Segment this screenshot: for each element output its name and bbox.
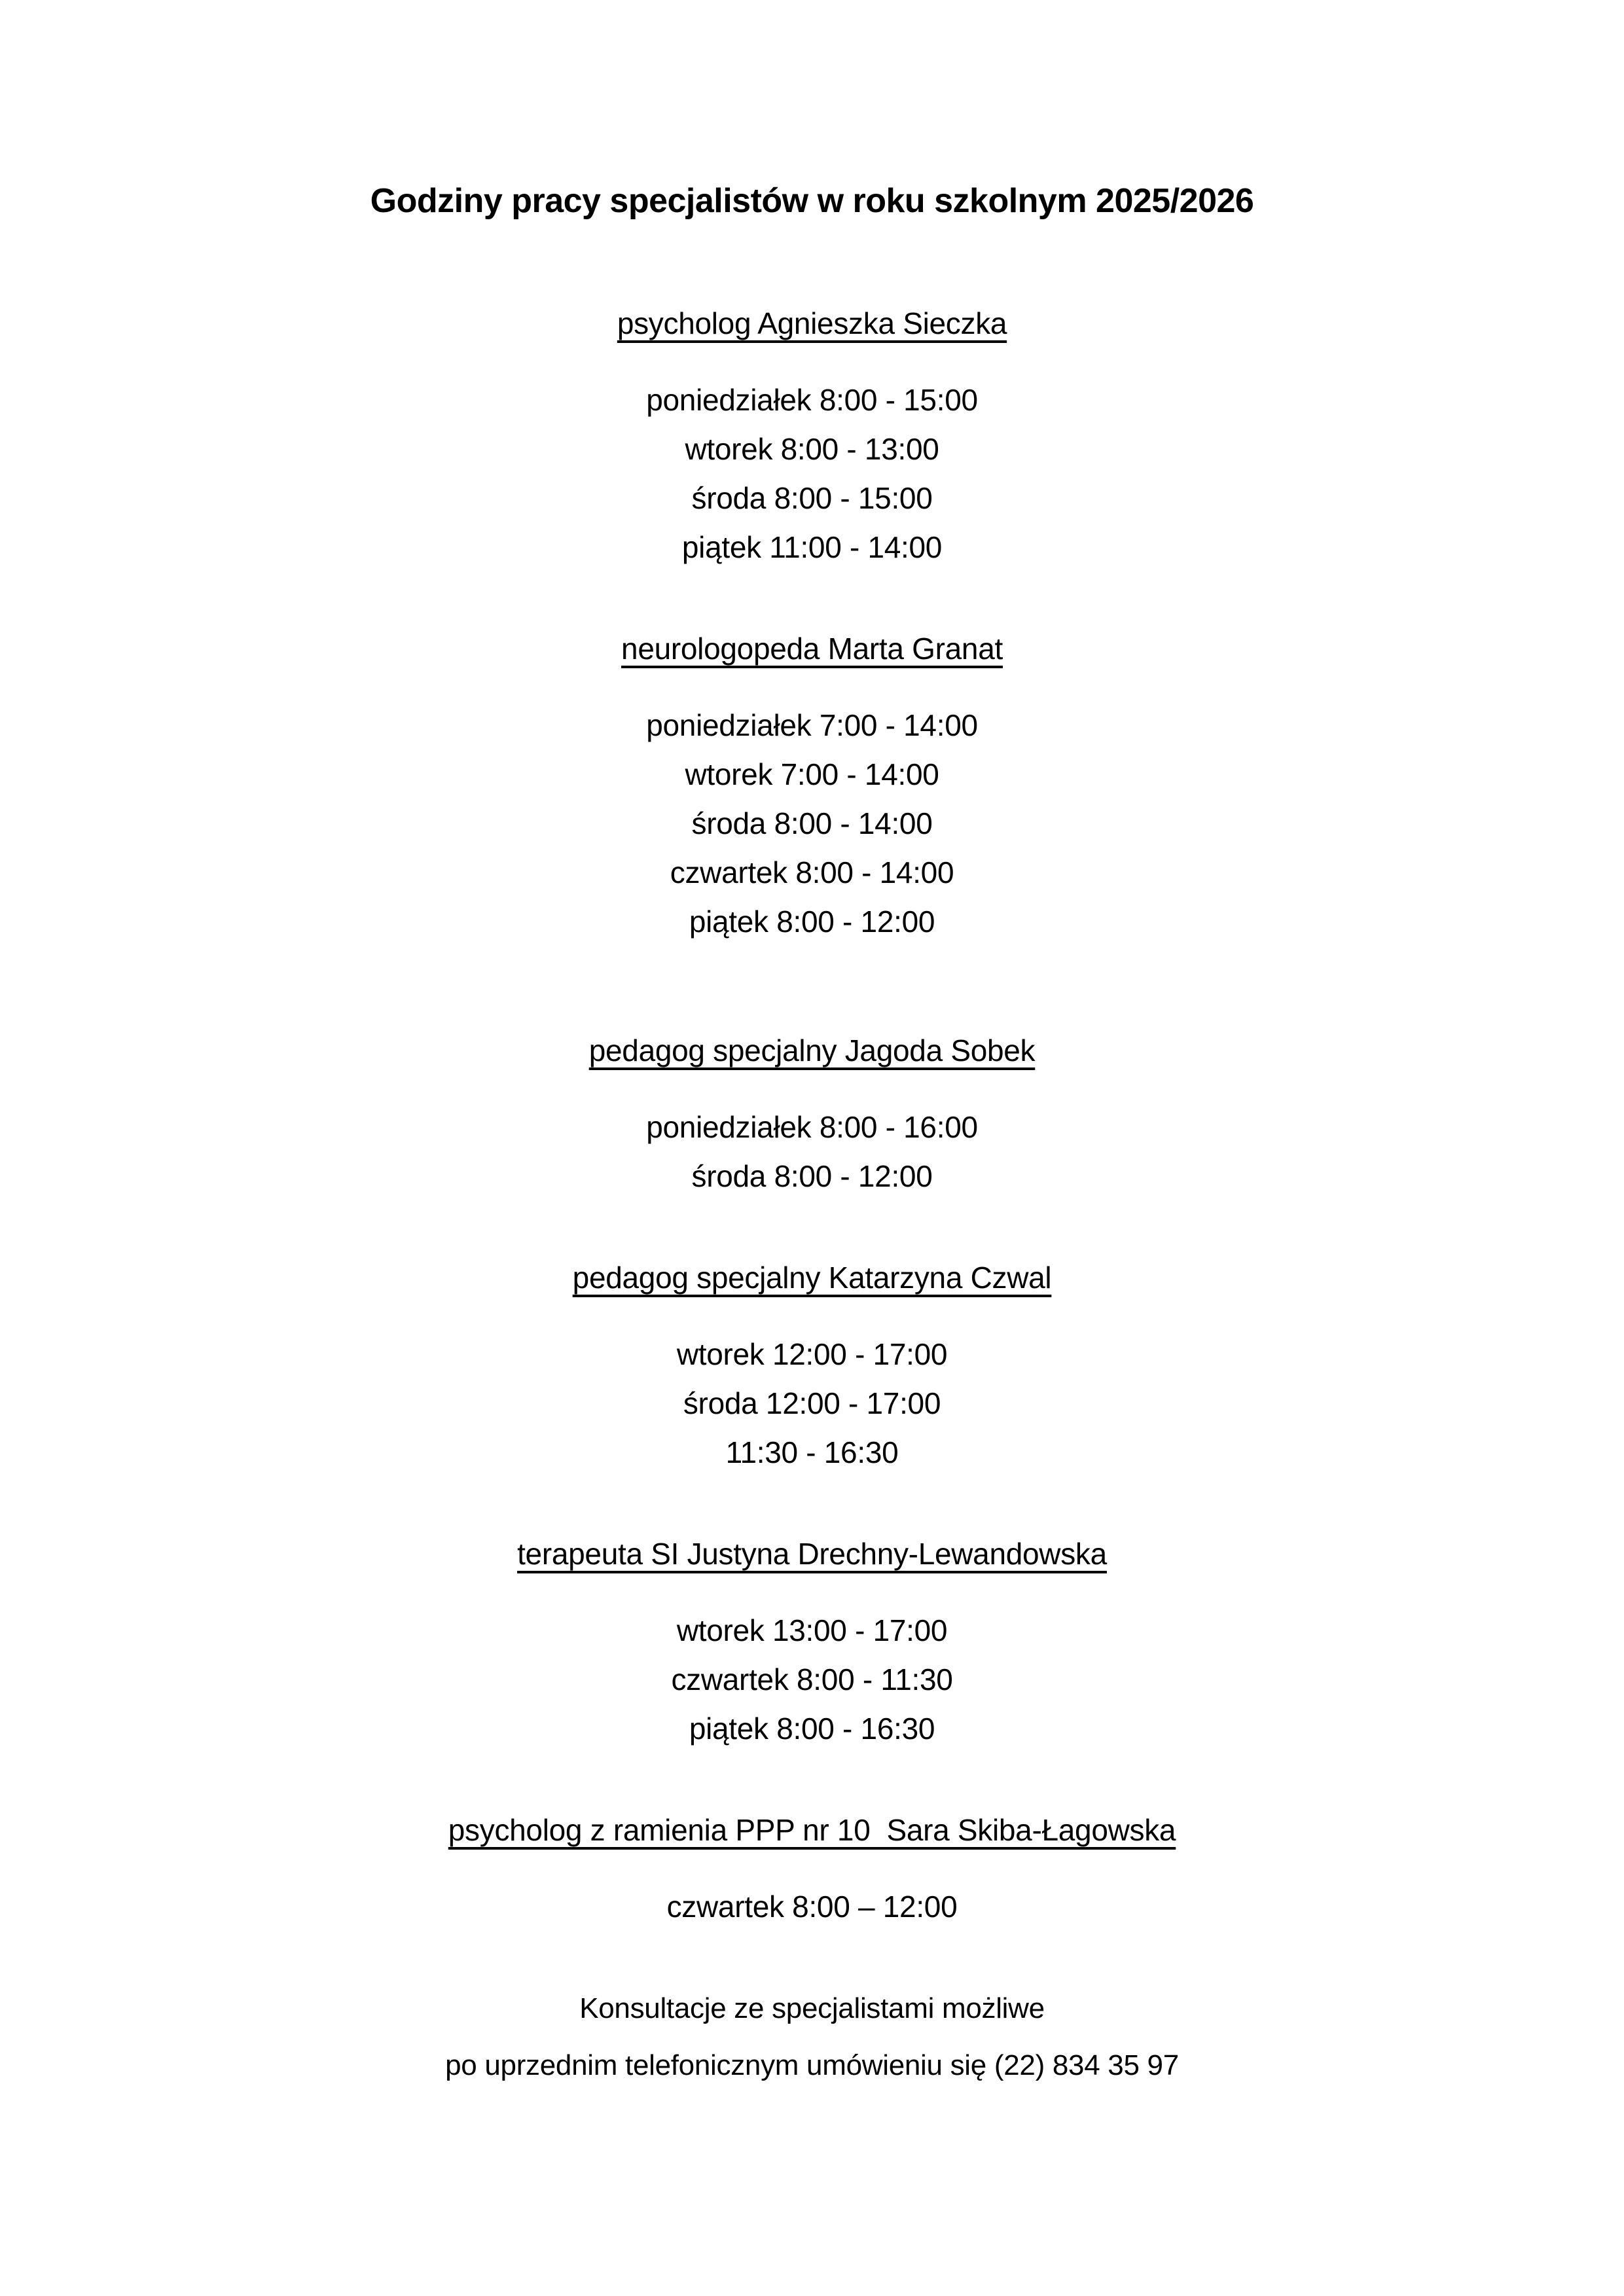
section-hours: [0, 1606, 1624, 1753]
consultation-note-line-1: Konsultacje ze specjalistami możliwe: [579, 1992, 1045, 2024]
hours-line: czwartek 8:00 - 14:00: [670, 855, 954, 889]
consultation-note-line-2: po uprzednim telefonicznym umówieniu się (22) 834 35 97: [445, 2049, 1179, 2081]
section-heading: terapeuta SI Justyna Drechny-Lewandowska: [517, 1537, 1107, 1571]
hours-line: wtorek 7:00 - 14:00: [685, 757, 939, 791]
hours-line: czwartek 8:00 – 12:00: [666, 1890, 958, 1924]
hours-line: środa 8:00 - 12:00: [691, 1159, 933, 1193]
section-heading: neurologopeda Marta Granat: [621, 632, 1003, 666]
section-neurologopeda-granat: [0, 624, 1624, 946]
section-terapeuta-drechny-lewandowska: [0, 1530, 1624, 1753]
hours-line: czwartek 8:00 - 11:30: [671, 1662, 953, 1696]
section-heading: pedagog specjalny Jagoda Sobek: [588, 1033, 1036, 1067]
section-hours: [0, 376, 1624, 572]
hours-line: poniedziałek 7:00 - 14:00: [646, 708, 978, 742]
hours-line: poniedziałek 8:00 - 15:00: [646, 383, 978, 417]
hours-line: wtorek 8:00 - 13:00: [685, 432, 939, 466]
hours-line: piątek 8:00 - 12:00: [689, 905, 935, 939]
hours-line: środa 8:00 - 14:00: [691, 806, 933, 840]
section-hours: [0, 701, 1624, 946]
consultation-note: [0, 1984, 1624, 2090]
hours-line: poniedziałek 8:00 - 16:00: [646, 1110, 978, 1144]
section-pedagog-sobek: [0, 1026, 1624, 1201]
hours-line: wtorek 12:00 - 17:00: [676, 1337, 948, 1371]
section-pedagog-czwal: [0, 1253, 1624, 1477]
section-psycholog-skiba-lagowska: [0, 1806, 1624, 1931]
page-title: Godziny pracy specjalistów w roku szkolnym 2025/2026: [370, 182, 1254, 220]
hours-line: 11:30 - 16:30: [725, 1435, 899, 1469]
section-heading: psycholog z ramienia PPP nr 10 Sara Skiba-Łagowska: [448, 1813, 1176, 1847]
section-hours: [0, 1882, 1624, 1931]
hours-line: wtorek 13:00 - 17:00: [676, 1613, 948, 1647]
hours-line: środa 12:00 - 17:00: [683, 1386, 941, 1420]
hours-line: piątek 11:00 - 14:00: [681, 530, 943, 564]
section-hours: [0, 1103, 1624, 1201]
hours-line: środa 8:00 - 15:00: [691, 481, 933, 515]
hours-line: piątek 8:00 - 16:30: [689, 1712, 935, 1746]
section-heading: pedagog specjalny Katarzyna Czwal: [572, 1261, 1052, 1295]
section-psycholog-sieczka: [0, 299, 1624, 572]
section-heading: psycholog Agnieszka Sieczka: [617, 306, 1007, 340]
section-hours: [0, 1330, 1624, 1477]
